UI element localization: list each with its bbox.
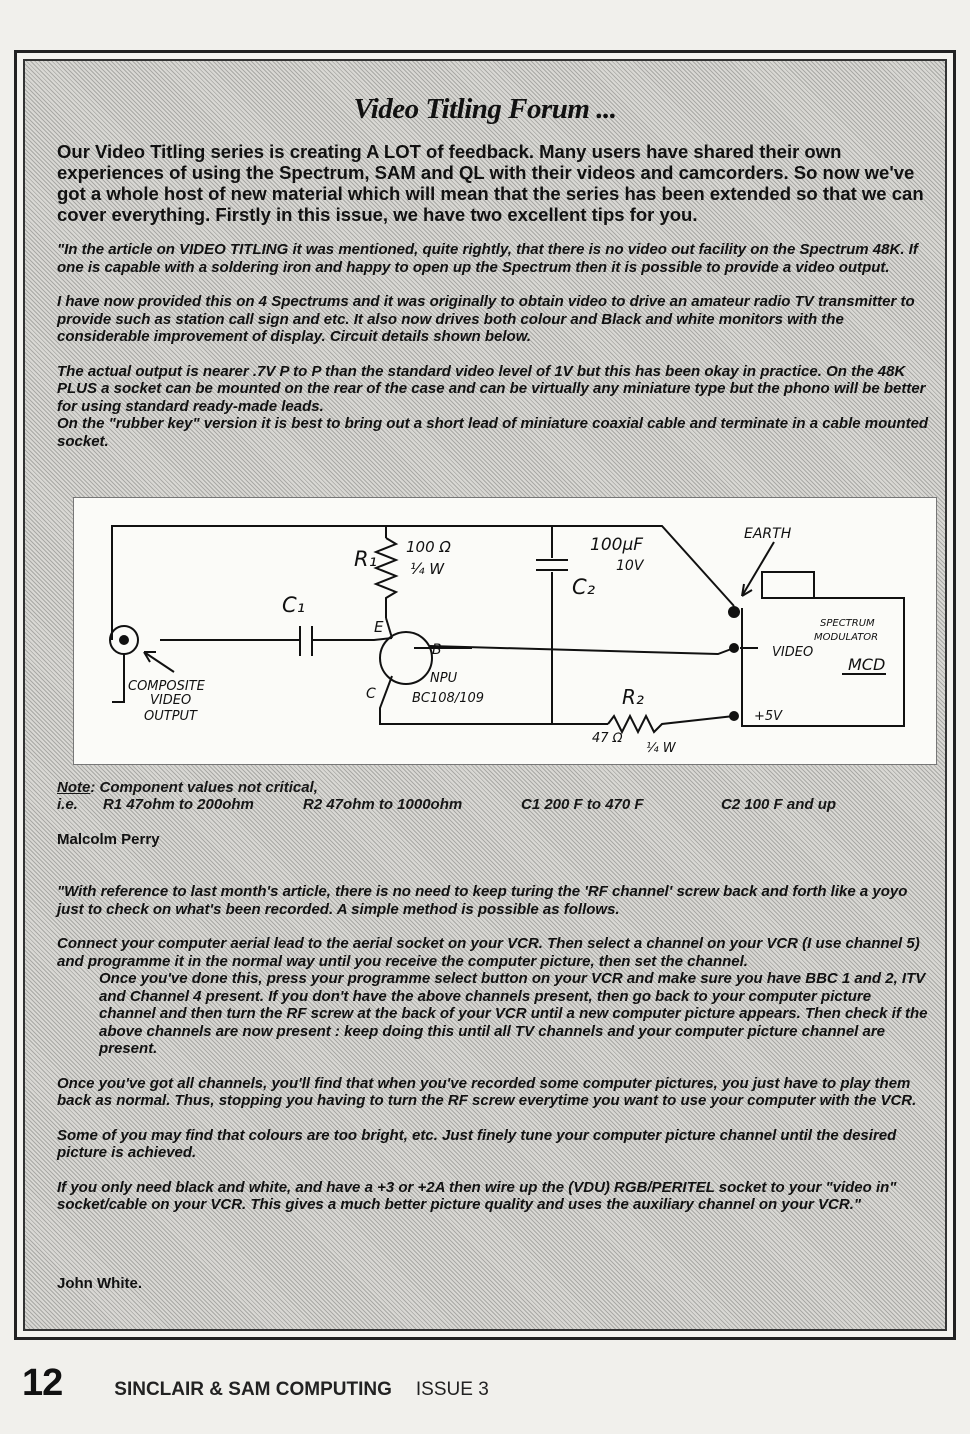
author-1: Malcolm Perry <box>57 831 160 848</box>
tip2-paragraph-5: Some of you may find that colours are too bright, etc. Just finely tune your computer picture channel until the desired picture is achieved. <box>57 1126 897 1161</box>
article-intro: Our Video Titling series is creating A LOT of feedback. Many users have shared their own experiences of using the Spectrum, SAM and QL with their videos and camcorders. So now we've got a whole host of new material which will mean that the series has been extended so that we can cover everything. Firstly in this issue, we have two excellent tips for you. <box>57 141 924 225</box>
output-label-2: VIDEO <box>150 693 192 708</box>
tip2-paragraph-6: If you only need black and white, and have a +3 or +2A then wire up the (VDU) RGB/PERITEL socket to your "video in" socket/cable on your VCR. This gives a much better picture quality and uses the auxiliary channel on your VCR." <box>57 1178 897 1213</box>
r1-watt: ¼ W <box>410 560 445 578</box>
tip1-paragraph-3: The actual output is nearer .7V P to P than the standard video level of 1V but this has been okay in practice. On the 48K PLUS a socket can be mounted on the rear of the case and can be virtually any miniature type but the phono will be better for using standard ready-made leads. <box>57 362 926 415</box>
c2-value: 100µF <box>590 535 644 555</box>
publication-name: SINCLAIR & SAM COMPUTING <box>114 1379 392 1400</box>
tip1-paragraph-2: I have now provided this on 4 Spectrums and it was originally to obtain video to drive an amateur radio TV transmitter to provide such as station call sign and etc. It also now drives both colour and Black and white monitors with the considerable improvement of display. Circuit details shown below. <box>57 293 915 345</box>
note-r2: R2 47ohm to 1000ohm <box>303 796 463 813</box>
tip2-block <box>57 883 929 1214</box>
r2-value: 47 Ω <box>592 731 623 746</box>
base-label: B <box>432 642 442 658</box>
transistor-model: BC108/109 <box>412 691 485 706</box>
circuit-diagram <box>73 497 937 765</box>
tip2-paragraph-4: Once you've got all channels, you'll find that when you've recorded some computer pictures, you just have to play them back as normal. Thus, stopping you having to turn the RF screw everytime you want to use your computer with the VCR. <box>57 1074 917 1109</box>
tip1-block <box>57 241 929 450</box>
output-label-1: COMPOSITE <box>128 679 205 694</box>
page-footer <box>22 1362 489 1405</box>
author-2: John White. <box>57 1275 142 1292</box>
note-text: : Component values not critical, <box>90 779 318 796</box>
modulator-label-2: MODULATOR <box>814 632 879 643</box>
article-title: Video Titling Forum ... <box>353 93 617 125</box>
tip2-paragraph-1: "With reference to last month's article, there is no need to keep turing the 'RF channel' screw back and forth like a yoyo just to check on what's been recorded. A simple method is possible as follows. <box>57 883 908 918</box>
output-label-3: OUTPUT <box>144 709 197 724</box>
article-panel <box>23 59 947 1331</box>
modulator-label-1: SPECTRUM <box>820 618 875 629</box>
component-note <box>57 779 929 813</box>
mcd-label: MCD <box>848 655 886 674</box>
article-frame <box>14 50 956 1340</box>
c1-label: C₁ <box>282 593 306 617</box>
transistor-type: NPU <box>430 671 458 686</box>
r1-value: 100 Ω <box>406 538 451 556</box>
r2-watt: ¼ W <box>646 741 676 756</box>
emitter-label: E <box>374 618 384 636</box>
earth-label: EARTH <box>744 526 792 542</box>
c2-label: C₂ <box>572 575 596 599</box>
note-c2: C2 100 F and up <box>721 796 837 813</box>
tip2-paragraph-2: Connect your computer aerial lead to the aerial socket on your VCR. Then select a channel on your VCR (I use channel 5) and programme it in the normal way until you receive the computer picture, then set the channel. <box>57 935 920 970</box>
note-ie: i.e. <box>57 796 78 813</box>
circuit-svg <box>74 498 936 764</box>
note-c1: C1 200 F to 470 F <box>521 796 644 813</box>
tip1-paragraph-4: On the "rubber key" version it is best to bring out a short lead of miniature coaxial cable and terminate in a cable mounted socket. <box>57 415 929 450</box>
issue-label: ISSUE 3 <box>415 1379 489 1400</box>
note-r1: R1 47ohm to 200ohm <box>103 796 254 813</box>
plus5v-label: +5V <box>754 709 783 724</box>
video-label: VIDEO <box>772 645 814 660</box>
r2-label: R₂ <box>622 685 644 709</box>
page-number: 12 <box>22 1362 63 1404</box>
collector-label: C <box>366 686 376 702</box>
note-label: Note <box>57 779 91 796</box>
tip1-paragraph-1: "In the article on VIDEO TITLING it was mentioned, quite rightly, that there is no video out facility on the Spectrum 48K. If one is capable with a soldering iron and happy to open up the Spectrum then it is possible to provide a video output. <box>57 241 918 276</box>
r1-label: R₁ <box>354 547 378 571</box>
tip2-paragraph-3: Once you've done this, press your programme select button on your VCR and make sure you have BBC 1 and 2, ITV and Channel 4 present. If you don't have the above channels present, then go back to your computer picture channel and then turn the RF screw at the back of your VCR until a new computer picture appears. Then check if the above channels are now present : keep doing this until all TV channels and your computer picture channel are present. <box>99 970 928 1057</box>
c2-volt: 10V <box>616 558 644 574</box>
